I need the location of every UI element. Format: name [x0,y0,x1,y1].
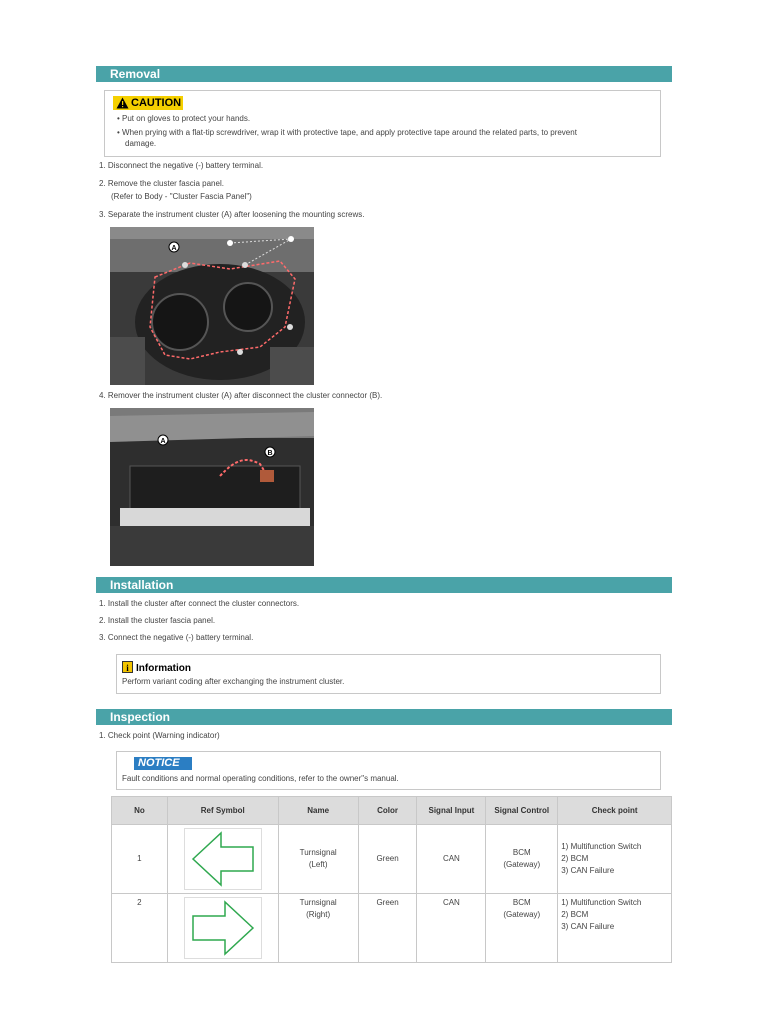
photo2-label-b: B [267,450,273,457]
removal-step-2-ref: (Refer to Body - "Cluster Fascia Panel") [111,192,252,201]
row-control: BCM (Gateway) [486,825,558,894]
row-check [558,825,672,894]
row-no: 1 [112,825,168,894]
row-input: CAN [417,894,486,963]
caution-item-2-cont: damage. [125,139,157,148]
photo2-label-a: A [160,438,166,445]
col-signal-input: Signal Input [417,797,486,825]
col-no: No [112,797,168,825]
removal-step-4: 4. Remover the instrument cluster (A) after disconnect the cluster connector (B). [99,391,383,400]
check-item: 2) BCM [561,910,589,919]
row-color: Green [358,825,417,894]
warning-indicator-table [111,796,672,963]
notice-box [116,751,661,790]
removal-step-1: 1. Disconnect the negative (-) battery terminal. [99,161,264,170]
row-symbol [167,825,278,894]
row-input: CAN [417,825,486,894]
col-check-point: Check point [558,797,672,825]
information-text: Perform variant coding after exchanging the instrument cluster. [122,677,345,686]
inspection-step-1: 1. Check point (Warning indicator) [99,731,220,740]
check-item: 2) BCM [561,854,589,863]
row-name: Turnsignal (Left) [278,825,358,894]
installation-header: Installation [96,577,672,593]
right-arrow-icon [184,897,262,959]
row-no: 2 [112,894,168,963]
check-item: 3) CAN Failure [561,922,615,931]
caution-box [104,90,661,157]
connector-photo-illustration [110,408,314,566]
info-icon: i [122,661,133,673]
installation-step-1: 1. Install the cluster after connect the cluster connectors. [99,599,300,608]
col-signal-control: Signal Control [486,797,558,825]
information-badge [122,661,191,674]
left-arrow-icon [184,828,262,890]
warning-icon [116,97,129,109]
row-control: BCM (Gateway) [486,894,558,963]
information-label: Information [136,663,191,674]
installation-step-3: 3. Connect the negative (-) battery terminal. [99,633,254,642]
removal-step-3: 3. Separate the instrument cluster (A) after loosening the mounting screws. [99,210,365,219]
cluster-removal-photo [110,227,314,385]
information-box [116,654,661,694]
caution-badge [113,96,183,110]
dashboard-photo-illustration [110,227,314,385]
table-header-row [112,797,672,825]
table-row [112,894,672,963]
col-color: Color [358,797,417,825]
removal-step-2: 2. Remove the cluster fascia panel. [99,179,224,188]
row-color: Green [358,894,417,963]
caution-label: CAUTION [131,97,182,109]
check-item: 1) Multifunction Switch [561,898,642,907]
row-name: Turnsignal (Right) [278,894,358,963]
inspection-header: Inspection [96,709,672,725]
installation-step-2: 2. Install the cluster fascia panel. [99,616,216,625]
notice-badge: NOTICE [134,757,192,770]
notice-text: Fault conditions and normal operating conditions, refer to the owner"s manual. [122,774,399,783]
caution-item-2: • When prying with a flat-tip screwdriver, wrap it with protective tape, and apply protective tape around the related parts, to prevent [117,128,577,137]
row-check [558,894,672,963]
row-symbol [167,894,278,963]
col-name: Name [278,797,358,825]
cluster-connector-photo [110,408,314,566]
check-item: 1) Multifunction Switch [561,842,642,851]
col-ref-symbol: Ref Symbol [167,797,278,825]
removal-header: Removal [96,66,672,82]
caution-item-1: • Put on gloves to protect your hands. [117,114,251,123]
photo1-label-a: A [171,245,177,252]
check-item: 3) CAN Failure [561,866,615,875]
table-row [112,825,672,894]
